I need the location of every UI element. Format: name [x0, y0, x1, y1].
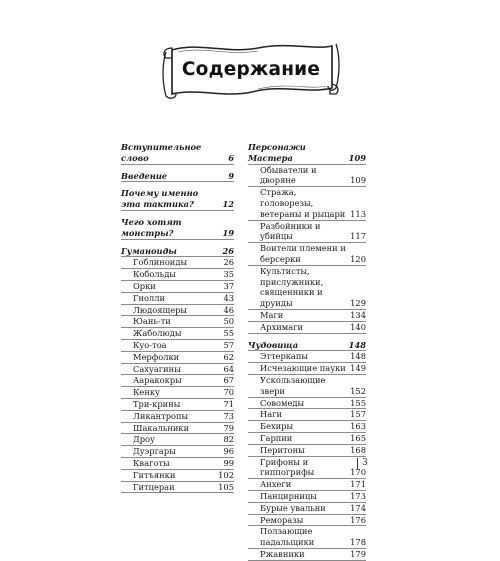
toc-entry-label: Анхеги [260, 479, 292, 490]
toc-entry-page: 134 [350, 309, 366, 320]
toc-entry [121, 375, 234, 387]
toc-entry-page: 26 [222, 245, 234, 256]
toc-entry [121, 340, 234, 352]
toc-entry [248, 549, 366, 561]
toc-entry [121, 458, 234, 470]
toc-entry [121, 257, 234, 269]
toc-entry-label: Гнолли [133, 292, 166, 303]
toc-entry [121, 434, 234, 446]
toc-entry-label: Мерфолки [133, 351, 180, 362]
toc-entry-label: Гитцераи [133, 481, 175, 492]
toc-entry [121, 305, 234, 317]
toc-entry-label: Введение [121, 170, 168, 181]
toc-entry-label: Обыватели и дворяне [260, 164, 317, 186]
toc-entry-page: 55 [223, 328, 234, 339]
toc-entry-page: 67 [223, 375, 234, 386]
toc-entry-page: 117 [350, 231, 366, 242]
toc-entry [121, 352, 234, 364]
toc-entry-label: Почему именно эта тактика? [121, 188, 199, 210]
toc-entry [248, 165, 366, 188]
toc-entry-label: Реморазы [260, 514, 304, 525]
toc-entry-page: 152 [350, 385, 366, 396]
toc-entry [248, 515, 366, 527]
toc-entry-label: Три-крины [133, 398, 181, 409]
toc-entry [121, 446, 234, 458]
toc-entry-label: Наги [260, 409, 283, 420]
toc-entry-label: Исчезающие пауки [260, 363, 346, 374]
toc-entry-label: Воители племени и берсерки [260, 243, 346, 264]
toc-entry-label: Юань-ти [133, 316, 171, 327]
toc-entry [248, 351, 366, 363]
toc-entry-page: 64 [223, 363, 234, 374]
toc-entry-label: Людоящеры [133, 304, 188, 315]
page-title: Содержание [181, 59, 321, 80]
toc-entry [248, 322, 366, 334]
toc-entry-page: 179 [350, 548, 366, 559]
toc-entry [248, 187, 366, 220]
toc-entry-page: 174 [350, 502, 366, 513]
toc-entry-label: Вступительное слово [121, 142, 202, 163]
toc-entry-label: Грифоны и гиппогрифы [260, 456, 315, 478]
toc-entry [121, 246, 234, 258]
toc-entry-page: 148 [350, 351, 366, 362]
toc-entry [248, 266, 366, 310]
toc-entry [248, 375, 366, 398]
toc-entry-label: Бехиры [260, 421, 294, 432]
toc-entry-label: Куо-тоа [133, 339, 167, 350]
toc-entry-page: 148 [348, 339, 366, 350]
toc-entry [248, 243, 366, 266]
toc-entry [121, 217, 234, 240]
toc-entry [248, 503, 366, 515]
toc-entry [248, 421, 366, 433]
toc-entry [121, 281, 234, 293]
toc-entry [121, 293, 234, 305]
toc-entry-page: 82 [223, 434, 234, 445]
toc-entry-page: 62 [223, 351, 234, 362]
toc-entry-page: 155 [350, 397, 366, 408]
page-number: 3 [357, 458, 368, 469]
toc-entry-page: 99 [223, 457, 234, 468]
toc-entry-page: 176 [350, 514, 366, 525]
toc-entry-page: 140 [350, 321, 366, 332]
toc-entry [121, 387, 234, 399]
toc-entry-page: 50 [223, 316, 234, 327]
toc-entry [248, 526, 366, 549]
toc-entry [248, 409, 366, 421]
toc-entry-label: Шакальники [133, 422, 190, 433]
toc-entry-label: Кваготы [133, 457, 170, 468]
toc-entry-page: 163 [350, 421, 366, 432]
toc-entry [248, 457, 366, 480]
toc-entry-page: 73 [223, 410, 234, 421]
toc-entry-label: Маги [260, 309, 284, 320]
toc-entry [248, 221, 366, 244]
toc-entry [248, 433, 366, 445]
toc-entry-page: 12 [222, 199, 234, 210]
toc-entry-label: Эттеркапы [260, 351, 309, 362]
toc-entry-label: Стража, головорезы, ветераны и рыцари [260, 187, 346, 219]
toc-entry [121, 269, 234, 281]
toc-entry-page: 109 [350, 175, 366, 186]
toc-entry [248, 142, 366, 165]
toc-entry-page: 9 [228, 170, 234, 181]
toc-entry [121, 171, 234, 183]
toc-entry-page: 170 [350, 467, 366, 478]
toc-entry-page: 26 [223, 257, 234, 268]
toc-entry-page: 120 [350, 253, 366, 264]
toc-entry [121, 411, 234, 423]
toc-entry-page: 168 [350, 444, 366, 455]
toc-entry [248, 310, 366, 322]
toc-entry-label: Ускользающие звери [260, 374, 326, 396]
toc-entry [248, 363, 366, 375]
toc-entry-label: Ржавники [260, 548, 305, 559]
toc-entry-page: 178 [350, 537, 366, 548]
toc-entry-page: 149 [350, 363, 366, 374]
toc-entry-page: 79 [223, 422, 234, 433]
toc-entry-label: Персонажи Мастера [248, 142, 306, 163]
toc-entry-label: Гитъянки [133, 469, 176, 480]
toc-entry-page: 171 [350, 479, 366, 490]
toc-entry-label: Чудовища [248, 339, 299, 350]
toc-entry-label: Кобольды [133, 269, 176, 280]
toc-entry-label: Гуманоиды [121, 245, 177, 256]
toc-entry-label: Перитоны [260, 444, 305, 455]
toc-entry-page: 157 [350, 409, 366, 420]
toc-entry [248, 479, 366, 491]
toc-entry [121, 423, 234, 435]
toc-right-column [248, 142, 366, 561]
toc-entry-label: Панцирницы [260, 490, 317, 501]
toc-entry-label: Жаболюды [133, 328, 182, 339]
toc-left-column [121, 142, 234, 493]
toc-entry-label: Архимаги [260, 321, 304, 332]
toc-entry-page: 35 [223, 269, 234, 280]
toc-entry-label: Гарпии [260, 432, 293, 443]
toc-entry-label: Дуэргары [133, 446, 176, 457]
toc-entry-page: 173 [350, 490, 366, 501]
toc-entry [121, 482, 234, 494]
toc-entry [248, 445, 366, 457]
toc-entry-page: 165 [350, 432, 366, 443]
toc-entry [121, 399, 234, 411]
toc-entry-label: Орки [133, 280, 156, 291]
toc-entry [248, 491, 366, 503]
toc-entry [121, 364, 234, 376]
toc-entry [121, 316, 234, 328]
toc-entry [121, 142, 234, 165]
toc-entry-label: Кенку [133, 387, 160, 398]
toc-entry-page: 71 [223, 398, 234, 409]
toc-entry-page: 57 [223, 339, 234, 350]
toc-entry [121, 328, 234, 340]
toc-entry-page: 6 [228, 152, 234, 163]
toc-entry-label: Разбойники и убийцы [260, 220, 321, 242]
toc-entry-label: Бурые увальни [260, 502, 326, 513]
toc-entry-page: 43 [223, 292, 234, 303]
toc-entry-label: Дроу [133, 434, 155, 445]
toc-entry-page: 105 [218, 481, 234, 492]
toc-entry-label: Культисты, прислужники, священники и друиды [260, 265, 324, 309]
toc-entry-label: Ааракокры [133, 375, 182, 386]
toc-entry [121, 188, 234, 211]
toc-entry-label: Ползающие падальщики [260, 526, 315, 548]
toc-entry-page: 102 [218, 469, 234, 480]
toc-entry [248, 398, 366, 410]
toc-entry-page: 37 [223, 280, 234, 291]
toc-entry-page: 19 [222, 227, 234, 238]
toc-entry-page: 109 [348, 152, 366, 163]
toc-entry-page: 96 [223, 446, 234, 457]
toc-entry-page: 129 [350, 298, 366, 309]
toc-entry-label: Чего хотят монстры? [121, 216, 182, 238]
toc-entry-label: Совомеды [260, 397, 305, 408]
toc-entry-page: 113 [350, 208, 366, 219]
toc-entry-page: 46 [223, 304, 234, 315]
toc-entry-label: Гоблиноиды [133, 257, 188, 268]
toc-entry-label: Сахуагины [133, 363, 181, 374]
toc-entry [248, 340, 366, 352]
toc-entry [121, 470, 234, 482]
toc-entry-page: 70 [223, 387, 234, 398]
toc-entry-label: Ликантропы [133, 410, 189, 421]
